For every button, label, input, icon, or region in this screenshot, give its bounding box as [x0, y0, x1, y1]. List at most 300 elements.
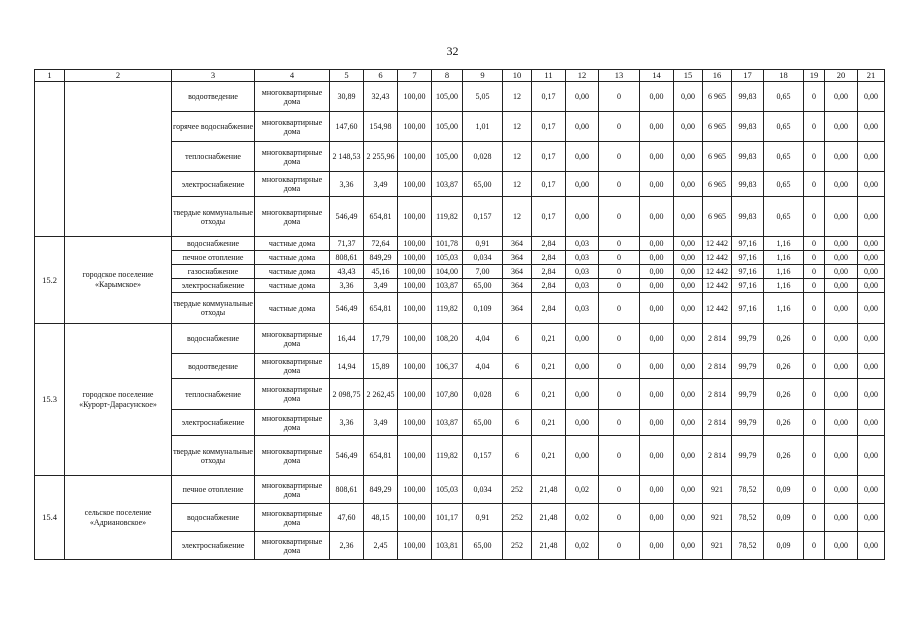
column-header: 5 [330, 70, 364, 82]
value-cell: 108,20 [432, 324, 463, 354]
value-cell: 0,17 [532, 142, 566, 172]
row-number: 15.2 [35, 237, 65, 324]
value-cell: 364 [503, 237, 532, 251]
value-cell: 0,00 [674, 410, 703, 436]
value-cell: 99,83 [732, 197, 764, 237]
value-cell: 2,84 [532, 293, 566, 324]
value-cell: 0,00 [640, 82, 674, 112]
value-cell: 0,00 [825, 172, 858, 197]
value-cell: 252 [503, 532, 532, 560]
value-cell: 0,028 [463, 379, 503, 410]
value-cell: 3,36 [330, 279, 364, 293]
value-cell: 0,00 [640, 410, 674, 436]
value-cell: 99,83 [732, 172, 764, 197]
value-cell: 0 [804, 410, 825, 436]
value-cell: 101,78 [432, 237, 463, 251]
value-cell: 72,64 [364, 237, 398, 251]
value-cell: 0,03 [566, 293, 599, 324]
value-cell: 654,81 [364, 293, 398, 324]
column-header: 11 [532, 70, 566, 82]
value-cell: 6 965 [703, 82, 732, 112]
value-cell: 0,00 [674, 504, 703, 532]
value-cell: 0,02 [566, 476, 599, 504]
value-cell: 0,00 [858, 172, 885, 197]
value-cell: 0,00 [674, 237, 703, 251]
value-cell: 808,61 [330, 251, 364, 265]
value-cell: 0,03 [566, 265, 599, 279]
value-cell: 0,02 [566, 532, 599, 560]
value-cell: 147,60 [330, 112, 364, 142]
service-cell: теплоснабжение [172, 142, 255, 172]
value-cell: 6 965 [703, 197, 732, 237]
value-cell: 0,65 [764, 82, 804, 112]
value-cell: 921 [703, 504, 732, 532]
value-cell: 0,00 [858, 504, 885, 532]
value-cell: 99,83 [732, 142, 764, 172]
service-cell: твердые коммунальные отходы [172, 436, 255, 476]
value-cell: 0,00 [674, 112, 703, 142]
housing-type-cell: многоквартирные дома [255, 476, 330, 504]
value-cell: 103,87 [432, 410, 463, 436]
value-cell: 0,00 [858, 142, 885, 172]
housing-type-cell: частные дома [255, 293, 330, 324]
value-cell: 12 442 [703, 279, 732, 293]
value-cell: 154,98 [364, 112, 398, 142]
housing-type-cell: многоквартирные дома [255, 82, 330, 112]
value-cell: 0,65 [764, 142, 804, 172]
value-cell: 921 [703, 532, 732, 560]
service-cell: электроснабжение [172, 279, 255, 293]
column-header: 4 [255, 70, 330, 82]
value-cell: 0,00 [858, 82, 885, 112]
value-cell: 1,16 [764, 279, 804, 293]
value-cell: 0,00 [825, 82, 858, 112]
value-cell: 0,03 [566, 251, 599, 265]
value-cell: 0,02 [566, 504, 599, 532]
value-cell: 99,79 [732, 324, 764, 354]
column-header: 12 [566, 70, 599, 82]
service-cell: электроснабжение [172, 410, 255, 436]
service-cell: электроснабжение [172, 172, 255, 197]
value-cell: 6 [503, 379, 532, 410]
value-cell: 99,83 [732, 82, 764, 112]
value-cell: 546,49 [330, 293, 364, 324]
value-cell: 100,00 [398, 197, 432, 237]
value-cell: 103,81 [432, 532, 463, 560]
value-cell: 21,48 [532, 504, 566, 532]
service-cell: электроснабжение [172, 532, 255, 560]
value-cell: 1,01 [463, 112, 503, 142]
value-cell: 2 814 [703, 379, 732, 410]
service-cell: газоснабжение [172, 265, 255, 279]
column-header: 3 [172, 70, 255, 82]
value-cell: 0,09 [764, 532, 804, 560]
value-cell: 0 [599, 324, 640, 354]
value-cell: 0,26 [764, 410, 804, 436]
value-cell: 546,49 [330, 436, 364, 476]
value-cell: 252 [503, 476, 532, 504]
column-header: 10 [503, 70, 532, 82]
value-cell: 0 [804, 112, 825, 142]
value-cell: 32,43 [364, 82, 398, 112]
settlement-name [65, 82, 172, 237]
value-cell: 30,89 [330, 82, 364, 112]
value-cell: 0,00 [640, 324, 674, 354]
value-cell: 97,16 [732, 265, 764, 279]
value-cell: 0 [804, 197, 825, 237]
value-cell: 0,91 [463, 237, 503, 251]
column-header: 9 [463, 70, 503, 82]
value-cell: 0 [599, 142, 640, 172]
value-cell: 0,00 [858, 237, 885, 251]
value-cell: 0,21 [532, 410, 566, 436]
tariff-table [34, 69, 885, 560]
column-header: 2 [65, 70, 172, 82]
value-cell: 0 [804, 504, 825, 532]
column-header: 17 [732, 70, 764, 82]
value-cell: 546,49 [330, 197, 364, 237]
column-header: 6 [364, 70, 398, 82]
value-cell: 0,00 [674, 265, 703, 279]
value-cell: 16,44 [330, 324, 364, 354]
value-cell: 6 [503, 324, 532, 354]
settlement-line: «Курорт-Дарасунское» [79, 399, 157, 409]
table-row [35, 324, 885, 354]
value-cell: 100,00 [398, 436, 432, 476]
value-cell: 849,29 [364, 476, 398, 504]
service-cell: твердые коммунальные отходы [172, 197, 255, 237]
value-cell: 0 [599, 532, 640, 560]
value-cell: 105,03 [432, 251, 463, 265]
value-cell: 3,49 [364, 279, 398, 293]
value-cell: 0,00 [566, 142, 599, 172]
column-header: 14 [640, 70, 674, 82]
value-cell: 100,00 [398, 532, 432, 560]
value-cell: 2 814 [703, 410, 732, 436]
value-cell: 65,00 [463, 172, 503, 197]
value-cell: 100,00 [398, 293, 432, 324]
value-cell: 0,034 [463, 476, 503, 504]
column-header: 21 [858, 70, 885, 82]
value-cell: 0,65 [764, 172, 804, 197]
value-cell: 0,00 [674, 354, 703, 379]
value-cell: 101,17 [432, 504, 463, 532]
value-cell: 3,49 [364, 172, 398, 197]
value-cell: 100,00 [398, 265, 432, 279]
service-cell: твердые коммунальные отходы [172, 293, 255, 324]
value-cell: 0,028 [463, 142, 503, 172]
value-cell: 0 [599, 504, 640, 532]
value-cell: 2,45 [364, 532, 398, 560]
value-cell: 0,00 [825, 279, 858, 293]
value-cell: 78,52 [732, 504, 764, 532]
housing-type-cell: частные дома [255, 279, 330, 293]
service-cell: водоотведение [172, 354, 255, 379]
value-cell: 0 [599, 379, 640, 410]
value-cell: 0,00 [566, 112, 599, 142]
value-cell: 2 098,75 [330, 379, 364, 410]
value-cell: 0 [804, 265, 825, 279]
value-cell: 12 [503, 197, 532, 237]
value-cell: 0,03 [566, 279, 599, 293]
value-cell: 21,48 [532, 532, 566, 560]
row-number: 15.3 [35, 324, 65, 476]
value-cell: 103,87 [432, 279, 463, 293]
value-cell: 97,16 [732, 279, 764, 293]
value-cell: 0,00 [566, 197, 599, 237]
value-cell: 2 255,96 [364, 142, 398, 172]
value-cell: 65,00 [463, 410, 503, 436]
value-cell: 0,00 [640, 504, 674, 532]
value-cell: 0,03 [566, 237, 599, 251]
value-cell: 0 [599, 436, 640, 476]
value-cell: 0 [804, 436, 825, 476]
value-cell: 100,00 [398, 476, 432, 504]
value-cell: 0 [599, 354, 640, 379]
value-cell: 0,00 [825, 504, 858, 532]
value-cell: 0,00 [825, 293, 858, 324]
value-cell: 6 [503, 410, 532, 436]
value-cell: 78,52 [732, 476, 764, 504]
value-cell: 0,00 [858, 354, 885, 379]
value-cell: 45,16 [364, 265, 398, 279]
value-cell: 0,00 [825, 197, 858, 237]
value-cell: 0,00 [640, 142, 674, 172]
row-number [35, 82, 65, 237]
value-cell: 4,04 [463, 324, 503, 354]
value-cell: 65,00 [463, 532, 503, 560]
value-cell: 0,21 [532, 324, 566, 354]
value-cell: 0,00 [674, 279, 703, 293]
table-row [35, 476, 885, 504]
value-cell: 99,79 [732, 436, 764, 476]
value-cell: 2 814 [703, 436, 732, 476]
value-cell: 12 442 [703, 237, 732, 251]
value-cell: 0,034 [463, 251, 503, 265]
value-cell: 106,37 [432, 354, 463, 379]
value-cell: 0,00 [825, 112, 858, 142]
housing-type-cell: многоквартирные дома [255, 197, 330, 237]
housing-type-cell: многоквартирные дома [255, 354, 330, 379]
service-cell: печное отопление [172, 476, 255, 504]
value-cell: 0 [804, 279, 825, 293]
value-cell: 0,00 [640, 251, 674, 265]
value-cell: 0,91 [463, 504, 503, 532]
column-header: 19 [804, 70, 825, 82]
value-cell: 0,26 [764, 436, 804, 476]
value-cell: 4,04 [463, 354, 503, 379]
value-cell: 2,84 [532, 279, 566, 293]
housing-type-cell: многоквартирные дома [255, 436, 330, 476]
value-cell: 2 814 [703, 324, 732, 354]
value-cell: 808,61 [330, 476, 364, 504]
value-cell: 0,21 [532, 354, 566, 379]
value-cell: 2 262,45 [364, 379, 398, 410]
value-cell: 12 [503, 142, 532, 172]
value-cell: 12 442 [703, 293, 732, 324]
value-cell: 0,00 [825, 324, 858, 354]
value-cell: 0 [804, 82, 825, 112]
value-cell: 0,26 [764, 354, 804, 379]
value-cell: 0,00 [825, 436, 858, 476]
value-cell: 0,21 [532, 436, 566, 476]
value-cell: 1,16 [764, 251, 804, 265]
value-cell: 0,21 [532, 379, 566, 410]
value-cell: 6 [503, 436, 532, 476]
value-cell: 6 965 [703, 112, 732, 142]
value-cell: 0 [599, 197, 640, 237]
housing-type-cell: многоквартирные дома [255, 172, 330, 197]
value-cell: 105,03 [432, 476, 463, 504]
value-cell: 0 [804, 251, 825, 265]
value-cell: 0,26 [764, 379, 804, 410]
value-cell: 0,00 [825, 265, 858, 279]
value-cell: 0,00 [825, 251, 858, 265]
value-cell: 119,82 [432, 293, 463, 324]
value-cell: 0 [804, 324, 825, 354]
value-cell: 0,00 [858, 265, 885, 279]
value-cell: 97,16 [732, 293, 764, 324]
settlement-name [65, 476, 172, 560]
value-cell: 100,00 [398, 142, 432, 172]
settlement-line: городское поселение [82, 389, 154, 399]
value-cell: 0,17 [532, 82, 566, 112]
value-cell: 0,00 [674, 532, 703, 560]
housing-type-cell: многоквартирные дома [255, 379, 330, 410]
value-cell: 0,00 [674, 436, 703, 476]
value-cell: 0,00 [674, 142, 703, 172]
value-cell: 47,60 [330, 504, 364, 532]
value-cell: 99,79 [732, 410, 764, 436]
value-cell: 14,94 [330, 354, 364, 379]
value-cell: 12 [503, 172, 532, 197]
value-cell: 3,36 [330, 410, 364, 436]
value-cell: 12 442 [703, 251, 732, 265]
value-cell: 0 [599, 279, 640, 293]
value-cell: 100,00 [398, 82, 432, 112]
value-cell: 0,00 [858, 532, 885, 560]
value-cell: 3,36 [330, 172, 364, 197]
value-cell: 0,09 [764, 476, 804, 504]
settlement-name [65, 324, 172, 476]
value-cell: 0,00 [640, 197, 674, 237]
value-cell: 65,00 [463, 279, 503, 293]
value-cell: 654,81 [364, 197, 398, 237]
header-row [35, 70, 885, 82]
column-header: 7 [398, 70, 432, 82]
value-cell: 0,00 [566, 410, 599, 436]
value-cell: 0,65 [764, 197, 804, 237]
value-cell: 2,84 [532, 237, 566, 251]
settlement-name [65, 237, 172, 324]
value-cell: 0,00 [640, 237, 674, 251]
value-cell: 1,16 [764, 265, 804, 279]
value-cell: 100,00 [398, 279, 432, 293]
settlement-line: сельское поселение [84, 507, 152, 517]
value-cell: 100,00 [398, 112, 432, 142]
value-cell: 0 [599, 476, 640, 504]
value-cell: 99,79 [732, 379, 764, 410]
housing-type-cell: частные дома [255, 237, 330, 251]
value-cell: 0,00 [566, 354, 599, 379]
value-cell: 0,00 [566, 379, 599, 410]
service-cell: водоснабжение [172, 324, 255, 354]
value-cell: 105,00 [432, 82, 463, 112]
value-cell: 100,00 [398, 410, 432, 436]
value-cell: 364 [503, 251, 532, 265]
value-cell: 0,00 [640, 172, 674, 197]
value-cell: 0,00 [858, 379, 885, 410]
value-cell: 0,00 [674, 251, 703, 265]
value-cell: 12 [503, 82, 532, 112]
value-cell: 0,109 [463, 293, 503, 324]
value-cell: 0,00 [858, 112, 885, 142]
value-cell: 0,00 [674, 476, 703, 504]
value-cell: 0,65 [764, 112, 804, 142]
value-cell: 0,00 [640, 354, 674, 379]
value-cell: 0 [804, 237, 825, 251]
value-cell: 0 [804, 142, 825, 172]
value-cell: 849,29 [364, 251, 398, 265]
settlement-line: «Адриановское» [89, 517, 147, 527]
value-cell: 0,00 [825, 532, 858, 560]
value-cell: 107,80 [432, 379, 463, 410]
value-cell: 0 [599, 237, 640, 251]
value-cell: 0 [804, 172, 825, 197]
column-header: 18 [764, 70, 804, 82]
settlement-line: городское поселение [82, 270, 154, 279]
value-cell: 119,82 [432, 197, 463, 237]
service-cell: водоотведение [172, 82, 255, 112]
value-cell: 12 442 [703, 265, 732, 279]
value-cell: 0,00 [640, 293, 674, 324]
value-cell: 0,00 [640, 265, 674, 279]
page-number: 32 [446, 44, 459, 58]
value-cell: 0,00 [858, 279, 885, 293]
value-cell: 0,00 [674, 324, 703, 354]
value-cell: 104,00 [432, 265, 463, 279]
value-cell: 78,52 [732, 532, 764, 560]
value-cell: 0,26 [764, 324, 804, 354]
value-cell: 99,79 [732, 354, 764, 379]
housing-type-cell: многоквартирные дома [255, 504, 330, 532]
value-cell: 0,17 [532, 172, 566, 197]
value-cell: 0,157 [463, 197, 503, 237]
value-cell: 252 [503, 504, 532, 532]
value-cell: 0,17 [532, 197, 566, 237]
value-cell: 0,00 [825, 410, 858, 436]
column-header: 15 [674, 70, 703, 82]
value-cell: 0,09 [764, 504, 804, 532]
value-cell: 364 [503, 265, 532, 279]
column-header: 20 [825, 70, 858, 82]
value-cell: 0,00 [825, 379, 858, 410]
value-cell: 0,00 [825, 237, 858, 251]
column-header: 13 [599, 70, 640, 82]
value-cell: 15,89 [364, 354, 398, 379]
value-cell: 0,00 [640, 279, 674, 293]
column-header: 16 [703, 70, 732, 82]
housing-type-cell: многоквартирные дома [255, 532, 330, 560]
value-cell: 0,00 [825, 354, 858, 379]
value-cell: 21,48 [532, 476, 566, 504]
value-cell: 0,00 [674, 293, 703, 324]
column-header: 1 [35, 70, 65, 82]
value-cell: 2,36 [330, 532, 364, 560]
value-cell: 0,17 [532, 112, 566, 142]
housing-type-cell: частные дома [255, 265, 330, 279]
value-cell: 2 814 [703, 354, 732, 379]
